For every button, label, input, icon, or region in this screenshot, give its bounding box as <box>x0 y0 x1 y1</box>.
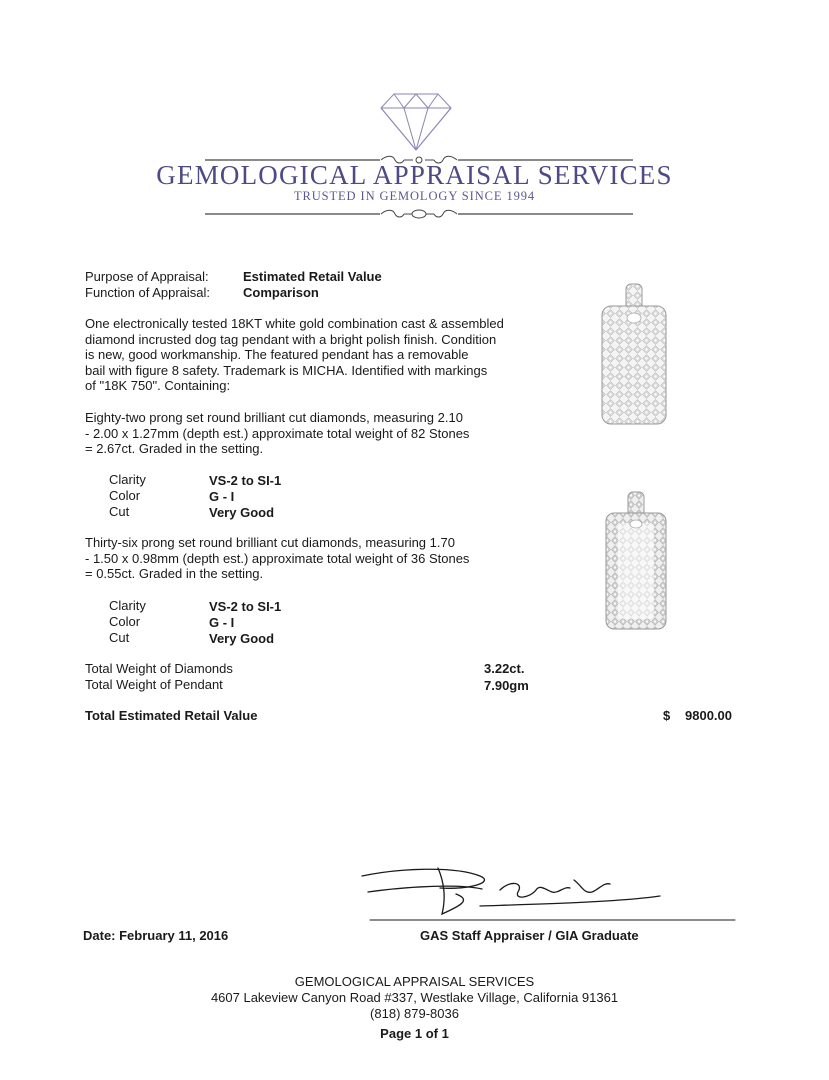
currency-symbol: $ <box>663 708 671 723</box>
page-number: Page 1 of 1 <box>380 1026 449 1041</box>
stone-line: - 1.50 x 0.98mm (depth est.) approximate total weight of 36 Stones <box>85 550 470 566</box>
purpose-value: Estimated Retail Value <box>243 269 382 284</box>
pendant-photo-angle <box>603 491 669 633</box>
grade-label: Color <box>109 488 141 503</box>
stone-line: Eighty-two prong set round brilliant cut diamonds, measuring 2.10 <box>85 410 463 425</box>
company-tagline: TRUSTED IN GEMOLOGY SINCE 1994 <box>293 189 536 203</box>
grade-value: G - I <box>209 489 235 504</box>
grade-value: Very Good <box>209 631 275 646</box>
grade-label: Clarity <box>109 472 146 487</box>
description-line: is new, good workmanship. The featured pendant has a removable <box>85 347 469 363</box>
purpose-label: Purpose of Appraisal: <box>85 269 209 284</box>
appraiser-signature <box>360 862 740 922</box>
total-retail-value-label: Total Estimated Retail Value <box>85 708 258 723</box>
description-line: of "18K 750". Containing: <box>85 378 231 394</box>
total-pendant-weight-label: Total Weight of Pendant <box>85 677 223 692</box>
stone-line: = 2.67ct. Graded in the setting. <box>85 441 264 457</box>
company-name: GEMOLOGICAL APPRAISAL SERVICES <box>156 160 673 190</box>
grade-label: Color <box>109 614 141 629</box>
stone-group-2-description <box>85 535 535 582</box>
appraiser-title: GAS Staff Appraiser / GIA Graduate <box>420 928 639 943</box>
header-divider-bottom <box>205 206 633 220</box>
grade-value: Very Good <box>209 505 275 520</box>
total-diamond-weight-value: 3.22ct. <box>484 661 525 676</box>
stone-group-1-description <box>85 410 535 457</box>
stone-line: - 2.00 x 1.27mm (depth est.) approximate total weight of 82 Stones <box>85 425 470 441</box>
footer-phone: (818) 879-8036 <box>370 1006 459 1021</box>
total-diamond-weight-label: Total Weight of Diamonds <box>85 661 233 676</box>
grade-value: VS-2 to SI-1 <box>209 599 282 614</box>
pendant-photo-front <box>597 282 671 428</box>
function-label: Function of Appraisal: <box>85 285 211 300</box>
footer-address: 4607 Lakeview Canyon Road #337, Westlake Village, California 91361 <box>210 990 619 1005</box>
total-retail-value: 9800.00 <box>685 708 732 723</box>
grade-label: Cut <box>109 630 130 645</box>
grade-value: VS-2 to SI-1 <box>209 473 282 488</box>
total-pendant-weight-value: 7.90gm <box>484 678 529 693</box>
grade-value: G - I <box>209 615 235 630</box>
grade-label: Cut <box>109 504 130 519</box>
diamond-logo-icon <box>380 92 452 152</box>
grade-label: Clarity <box>109 598 146 613</box>
stone-line: Thirty-six prong set round brilliant cut diamonds, measuring 1.70 <box>85 535 455 550</box>
appraisal-date: Date: February 11, 2016 <box>83 928 229 943</box>
description-line: bail with figure 8 safety. Trademark is MICHA. Identified with markings <box>85 362 488 378</box>
description-line: One electronically tested 18KT white gold combination cast & assembled <box>85 316 504 331</box>
description-line: diamond incrusted dog tag pendant with a bright polish finish. Condition <box>85 331 497 347</box>
item-description <box>85 316 535 394</box>
function-value: Comparison <box>243 285 319 300</box>
footer-company: GEMOLOGICAL APPRAISAL SERVICES <box>294 974 535 989</box>
stone-line: = 0.55ct. Graded in the setting. <box>85 566 264 582</box>
